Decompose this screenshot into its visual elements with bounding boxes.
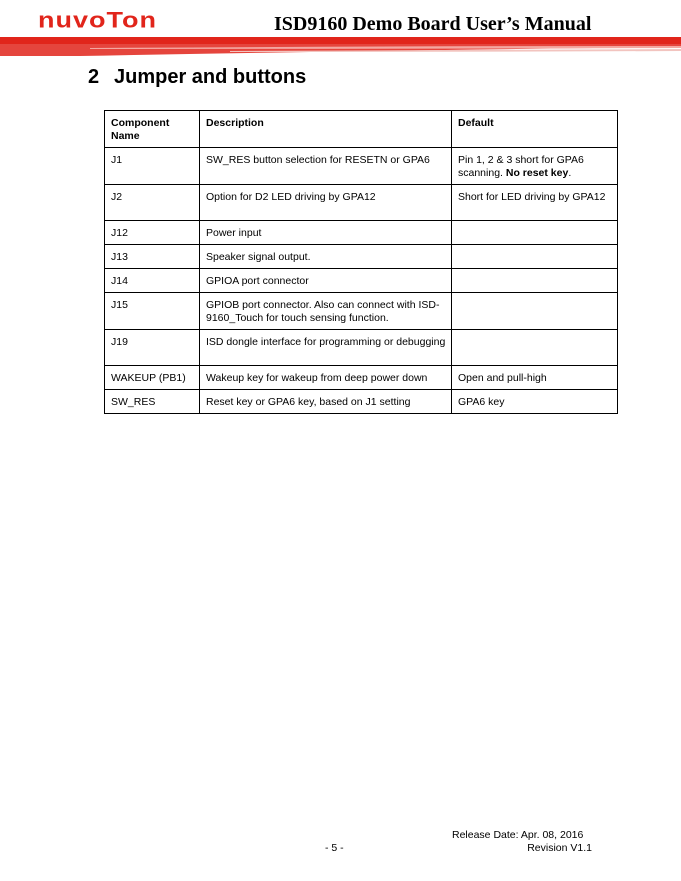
table-header-row: [105, 111, 618, 148]
component-cell: SW_RES: [105, 390, 200, 414]
column-header-default: Default: [452, 111, 618, 148]
section-heading: [88, 66, 306, 89]
header-swoosh-decoration: [0, 34, 681, 56]
description-cell: Wakeup key for wakeup from deep power down: [200, 366, 452, 390]
component-cell: J19: [105, 330, 200, 366]
document-title: ISD9160 Demo Board User’s Manual: [274, 13, 592, 35]
component-cell: J13: [105, 245, 200, 269]
jumper-buttons-table: [104, 110, 618, 414]
description-cell: Reset key or GPA6 key, based on J1 setting: [200, 390, 452, 414]
table-row: [105, 293, 618, 330]
component-cell: WAKEUP (PB1): [105, 366, 200, 390]
table-row: [105, 245, 618, 269]
description-cell: GPIOB port connector. Also can connect with ISD-9160_Touch for touch sensing function.: [200, 293, 452, 330]
table-row: [105, 269, 618, 293]
release-date: Release Date: Apr. 08, 2016: [452, 829, 584, 841]
nuvoton-logo: nuvoTon: [38, 8, 157, 33]
table-row: [105, 221, 618, 245]
default-cell: [452, 330, 618, 366]
section-number: 2: [88, 66, 100, 88]
description-cell: Power input: [200, 221, 452, 245]
section-title: Jumper and buttons: [114, 66, 307, 88]
default-cell: [452, 245, 618, 269]
component-cell: J2: [105, 185, 200, 221]
column-header-description: Description: [200, 111, 452, 148]
component-cell: J14: [105, 269, 200, 293]
default-cell: [452, 148, 618, 185]
revision: Revision V1.1: [527, 842, 592, 854]
table-row: [105, 390, 618, 414]
table-row: [105, 185, 618, 221]
default-cell: [452, 293, 618, 330]
component-cell: J15: [105, 293, 200, 330]
default-cell: [452, 221, 618, 245]
default-cell: Open and pull-high: [452, 366, 618, 390]
default-emphasis: No reset key: [505, 167, 569, 179]
page-header: [0, 0, 681, 56]
column-header-component: Component Name: [105, 111, 200, 148]
page-number: - 5 -: [325, 842, 344, 854]
description-cell: SW_RES button selection for RESETN or GPA6: [200, 148, 452, 185]
default-suffix: .: [568, 167, 572, 179]
default-text: Pin 1, 2 & 3 short for GPA6 scanning.: [458, 154, 584, 179]
description-cell: Option for D2 LED driving by GPA12: [200, 185, 452, 221]
component-cell: J1: [105, 148, 200, 185]
component-cell: J12: [105, 221, 200, 245]
default-cell: Short for LED driving by GPA12: [452, 185, 618, 221]
table-row: [105, 330, 618, 366]
table-row: [105, 148, 618, 185]
table-row: [105, 366, 618, 390]
default-cell: GPA6 key: [452, 390, 618, 414]
description-cell: Speaker signal output.: [200, 245, 452, 269]
description-cell: GPIOA port connector: [200, 269, 452, 293]
description-cell: ISD dongle interface for programming or debugging: [200, 330, 452, 366]
default-cell: [452, 269, 618, 293]
